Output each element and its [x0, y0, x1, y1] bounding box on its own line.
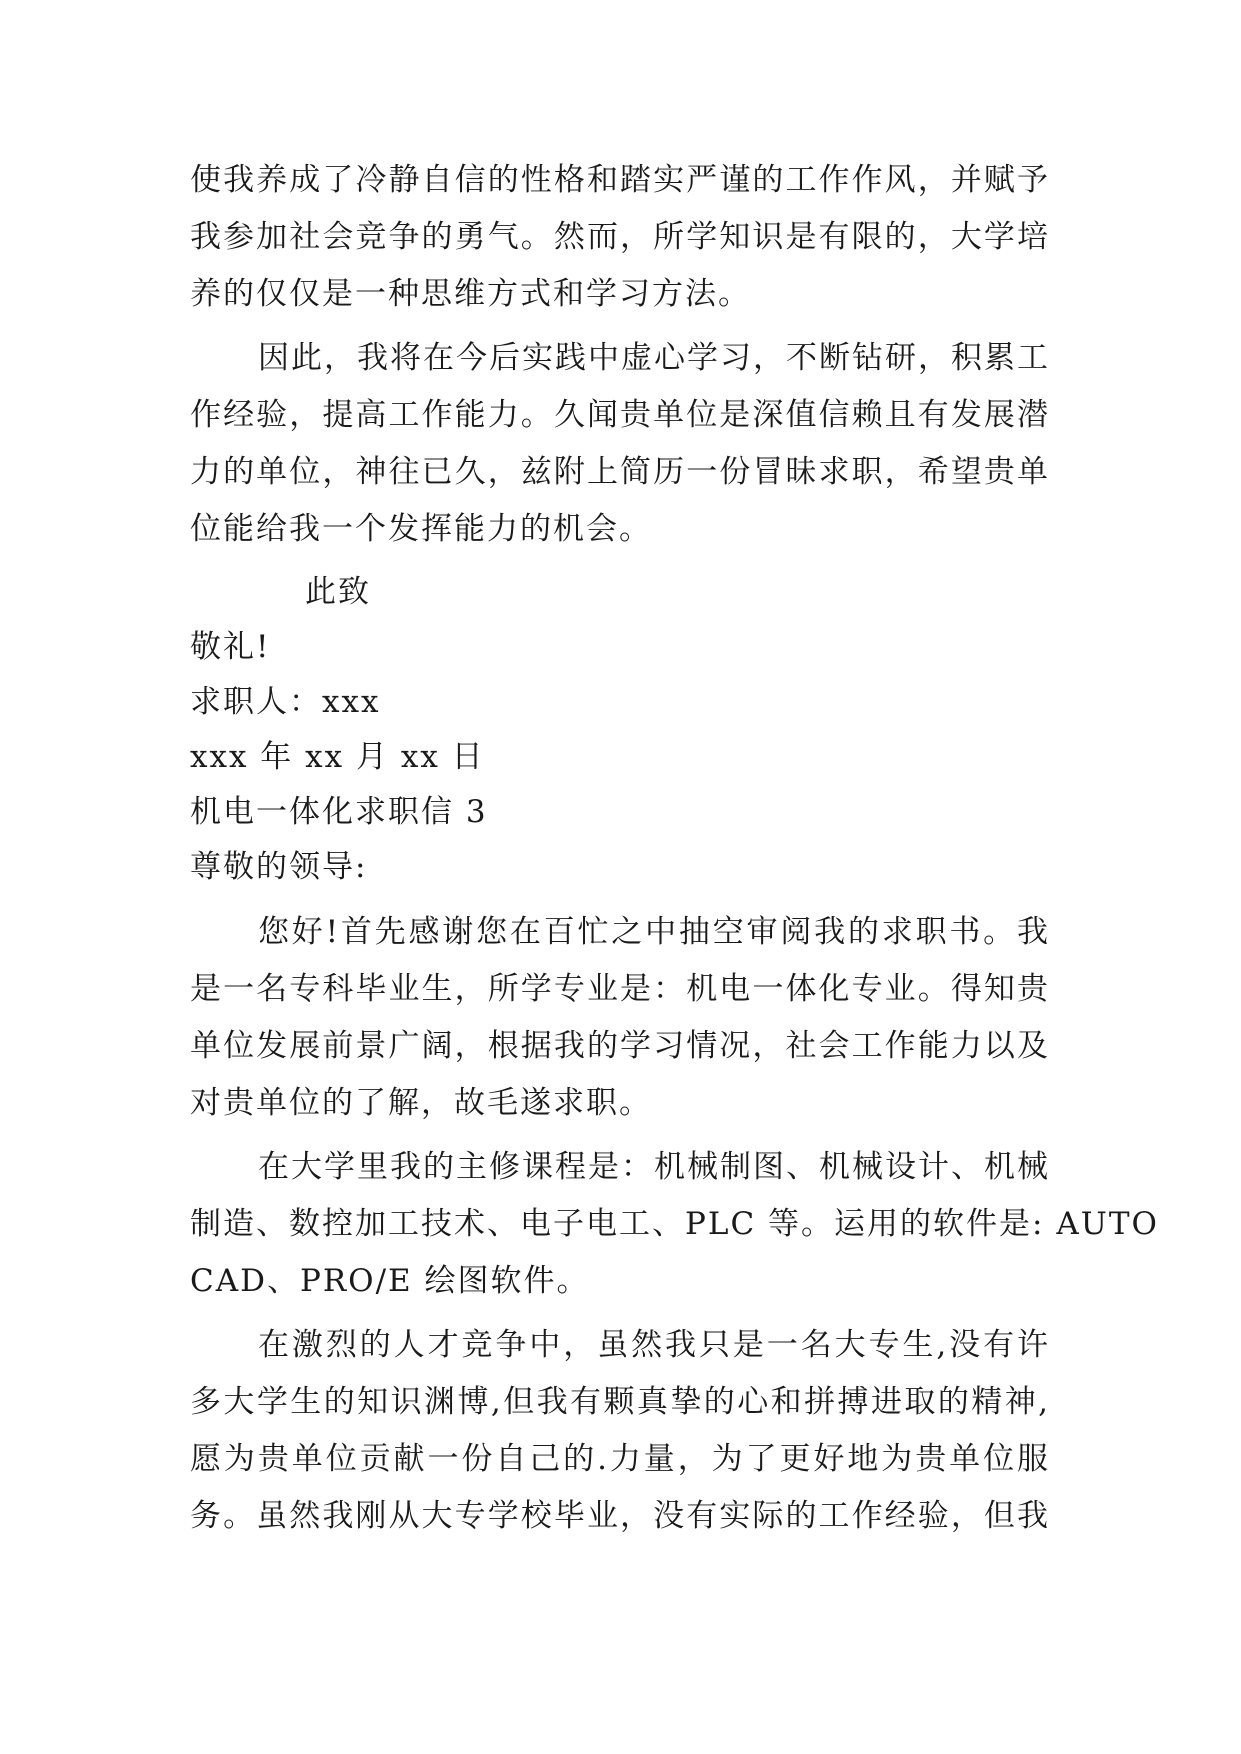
paragraph-line: 愿为贵单位贡献一份自己的.力量，为了更好地为贵单位服 [190, 1441, 1050, 1477]
paragraph-line: 多大学生的知识渊博,但我有颗真挚的心和拼搏进取的精神, [190, 1384, 1050, 1420]
paragraph-line: 务。虽然我刚从大专学校毕业，没有实际的工作经验，但我 [190, 1498, 1050, 1534]
paragraph-line: 您好!首先感谢您在百忙之中抽空审阅我的求职书。我 [258, 914, 1050, 950]
letter-greeting: 尊敬的领导: [190, 849, 368, 885]
paragraph-line: 是一名专科毕业生，所学专业是：机电一体化专业。得知贵 [190, 971, 1050, 1007]
paragraph-line: 养的仅仅是一种思维方式和学习方法。 [190, 276, 751, 312]
paragraph-line: 制造、数控加工技术、电子电工、PLC 等。运用的软件是: AUTO [190, 1206, 1159, 1242]
paragraph-line: 对贵单位的了解，故毛遂求职。 [190, 1085, 652, 1121]
paragraph-line: 使我养成了冷静自信的性格和踏实严谨的工作作风，并赋予 [190, 162, 1050, 198]
letter-date: xxx 年 xx 月 xx 日 [190, 739, 485, 775]
paragraph-line: 位能给我一个发挥能力的机会。 [190, 511, 652, 547]
paragraph-line: 在激烈的人才竞争中，虽然我只是一名大专生,没有许 [258, 1327, 1050, 1363]
section-title: 机电一体化求职信 3 [190, 794, 488, 830]
paragraph-line: CAD、PRO/E 绘图软件。 [190, 1263, 590, 1299]
paragraph-line: 因此，我将在今后实践中虚心学习，不断钻研，积累工 [258, 340, 1050, 376]
closing-regards: 敬礼! [190, 629, 271, 665]
paragraph-line: 单位发展前景广阔，根据我的学习情况，社会工作能力以及 [190, 1028, 1050, 1064]
applicant-signature: 求职人：xxx [190, 684, 381, 720]
paragraph-line: 力的单位，神往已久，兹附上简历一份冒昧求职，希望贵单 [190, 454, 1050, 490]
paragraph-line: 在大学里我的主修课程是：机械制图、机械设计、机械 [258, 1149, 1050, 1185]
paragraph-line: 我参加社会竞争的勇气。然而，所学知识是有限的，大学培 [190, 219, 1050, 255]
paragraph-line: 作经验，提高工作能力。久闻贵单位是深值信赖且有发展潜 [190, 397, 1050, 433]
closing-salutation: 此致 [305, 574, 371, 610]
